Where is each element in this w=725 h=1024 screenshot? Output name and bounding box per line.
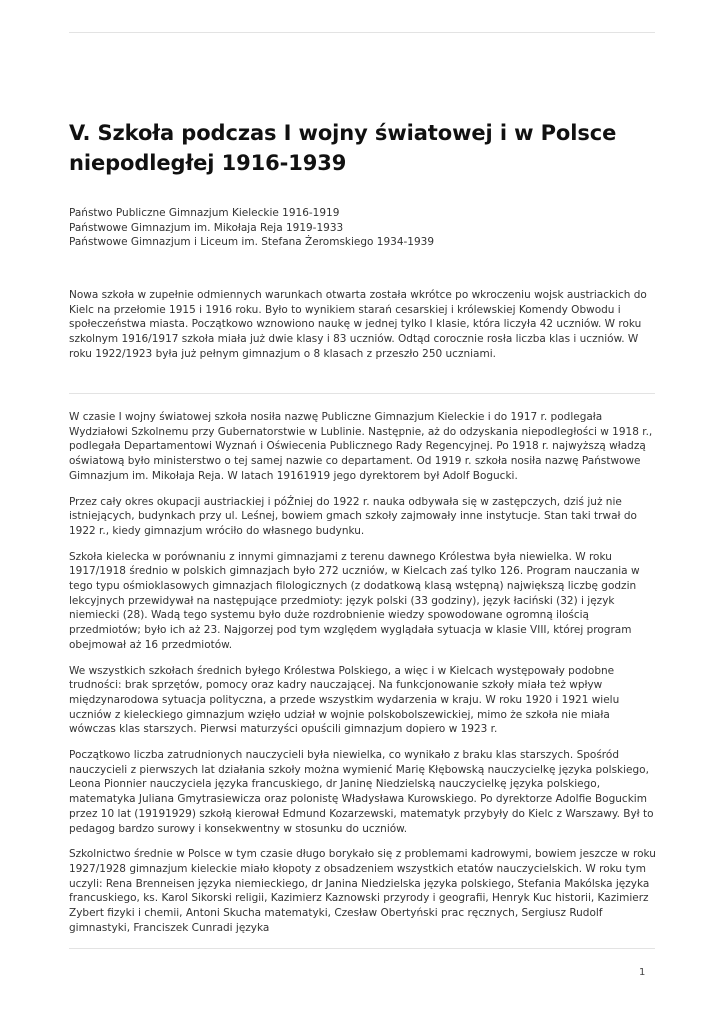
bottom-divider: [69, 948, 655, 949]
top-divider: [69, 32, 655, 33]
intro-paragraph: Nowa szkoła w zupełnie odmiennych warunkach otwarta została wkrótce po wkroczeniu wojsk austriackich do Kielc na przełomie 1915 i 1916 roku. Było to wynikiem starań cesarskiej i królewskiej Komendy Obwodu i społeczeństwa miasta. Początkowo wznowiono naukę w jednej tylko I klasie, która liczyła 42 uczniów. W roku szkolnym 1916/1917 szkoła miała już dwie klasy i 83 uczniów. Odtąd corocznie rosła liczba klas i uczniów. W roku 1922/1923 była już pełnym gimnazjum o 8 klasach z przeszło 250 uczniami.: [69, 289, 647, 360]
subtitle-line: Państwo Publiczne Gimnazjum Kieleckie 1916-1919: [69, 207, 340, 219]
body-paragraph: Szkolnictwo średnie w Polsce w tym czasie długo borykało się z problemami kadrowymi, bowiem jeszcze w roku 1927/1928 gimnazjum kieleckie miało kłopoty z obsadzeniem wszystkich etatów nauczycielskich. W roku tym uczyli: Rena Brenneisen języka niemieckiego, dr Janina Niedzielska języka polskiego, Stefania Makólska języka francuskiego, ks. Karol Sikorski religii, Kazimierz Kaznowski przyrody i geografii, Henryk Kuc historii, Kazimierz Zybert fizyki i chemii, Antoni Skucha matematyki, Czesław Obertyński prac ręcznych, Sergiusz Rudolf gimnastyki, Franciszek Cunradi języka: [69, 848, 656, 934]
subtitle-line: Państwowe Gimnazjum i Liceum im. Stefana Żeromskiego 1934-1939: [69, 236, 435, 248]
body-paragraph: We wszystkich szkołach średnich byłego Królestwa Polskiego, a więc i w Kielcach występowały podobne trudności: brak sprzętów, pomocy oraz kadry nauczającej. Na funkcjonowanie szkoły miała też wpływ międzynarodowa sytuacja polityczna, a przede wszystkim wydarzenia w kraju. W roku 1920 i 1921 wielu uczniów z kieleckiego gimnazjum wzięło udział w wojnie polskobolszewickiej, mimo że szkoła nie miała wówczas klas starszych. Pierwsi maturzyści opuścili gimnazjum dopiero w 1923 r.: [69, 664, 620, 736]
body-paragraph: W czasie I wojny światowej szkoła nosiła nazwę Publiczne Gimnazjum Kieleckie i do 1917 r. podlegała Wydziałowi Szkolnemu przy Gubernatorstwie w Lublinie. Następnie, aż do odzyskania niepodległości w 1918 r., podlegała Departamentowi Wyznań i Oświecenia Publicznego Rady Regencyjnej. Po 1918 r. najwyższą władzą oświatową było ministerstwo o tej samej nazwie co departament. Od 1919 r. szkoła nosiła nazwę Państwowe Gimnazjum im. Mikołaja Reja. W latach 19161919 jego dyrektorem był Adolf Bogucki.: [69, 411, 653, 482]
section-divider: [69, 393, 655, 394]
page-title: V. Szkoła podczas I wojny światowej i w Polsce niepodległej 1916-1939: [69, 121, 617, 175]
subtitle-list: [69, 206, 659, 250]
intro-section: [69, 288, 657, 373]
body-paragraph: Szkoła kielecka w porównaniu z innymi gimnazjami z terenu dawnego Królestwa była niewielka. W roku 1917/1918 średnio w polskich gimnazjach było 272 uczniów, w Kielcach zaś tylko 126. Program nauczania w tego typu ośmioklasowych gimnazjach filologicznych (z dodatkową klasą wstępną) największą liczbę godzin lekcyjnych przewidywał na następujące przedmioty: język polski (33 godziny), język łaciński (32) i język niemiecki (28). Wadą tego systemu było duże rozdrobnienie wiedzy spowodowane ogromną ilością przedmiotów; było ich aż 23. Najgorzej pod tym względem wyglądała sytuacja w klasie VIII, której program obejmował aż 16 przedmiotów.: [69, 550, 640, 651]
body-section: [69, 410, 657, 947]
subtitle-line: Państwowe Gimnazjum im. Mikołaja Reja 1919-1933: [69, 221, 344, 234]
page-number: 1: [639, 967, 646, 978]
body-paragraph: Początkowo liczba zatrudnionych nauczycieli była niewielka, co wynikało z braku klas starszych. Spośród nauczycieli z pierwszych lat działania szkoły można wymienić Marię Kłębowską nauczycielkę języka polskiego, Leona Pionnier nauczyciela języka francuskiego, dr Janinę Niedzielską nauczycielkę języka polskiego, matematyka Juliana Gmytrasiewicza oraz polonistę Władysława Kurowskiego. Po dyrektorze Adolfie Boguckim przez 10 lat (19191929) szkołą kierował Edmund Kozarzewski, matematyk przybyły do Kielc z Warszawy. Był to pedagog bardzo surowy i konsekwentny w stosunku do uczniów.: [69, 749, 654, 835]
body-paragraph: Przez cały okres okupacji austriackiej i póŹniej do 1922 r. nauka odbywała się w zastępczych, dziś już nie istniejących, budynkach przy ul. Leśnej, bowiem gmach szkoły zajmowały inne instytucje. Stan taki trwał do 1922 r., kiedy gimnazjum wróciło do własnego budynku.: [69, 495, 637, 537]
